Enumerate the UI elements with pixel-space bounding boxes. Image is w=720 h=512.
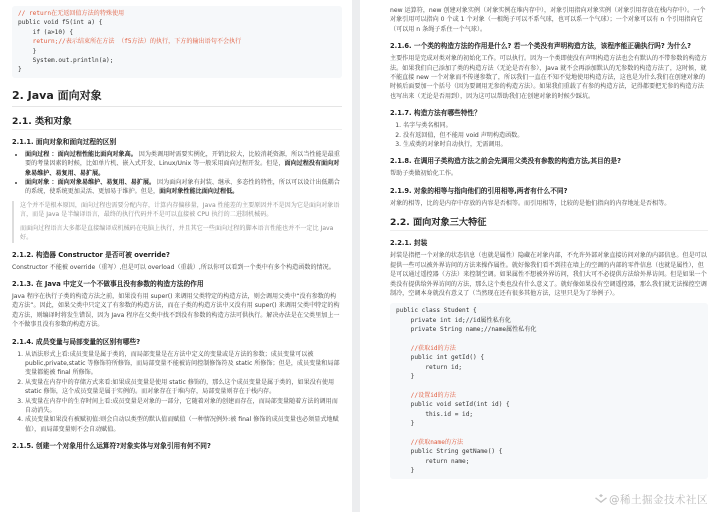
- heading-2-1-3: 2.1.3. 在 Java 中定义一个不做事且没有参数的构造方法的作用: [12, 279, 204, 288]
- heading-2-1-1: 2.1.1. 面向对象和面向过程的区别: [12, 137, 117, 146]
- quote-paragraph: 而面向过程语言大多都是直接编译成机械码在电脑上执行，并且其它一些面向过程的脚本语言性能也并不一定比 Java 好。: [20, 224, 334, 242]
- paragraph: 对象的相等，比的是内存中存放的内容是否相等。而引用相等，比较的是他们指向的内存地址是否相等。: [390, 199, 671, 207]
- code-line: return id;: [396, 363, 463, 371]
- list-item: 1. 名字与类名相同。: [403, 121, 708, 130]
- code-line: public String getName() {: [396, 448, 503, 456]
- code-line: public int getId() {: [396, 354, 485, 362]
- code-line: //获取id的方法: [396, 344, 456, 352]
- code-line: private String name;//name属性私有化: [396, 326, 537, 334]
- numbered-list-constructor-traits: [390, 121, 708, 149]
- heading-2-1-9: 2.1.9. 对象的相等与指向他们的引用相等,两者有什么不同?: [390, 186, 568, 195]
- code-line: // return在无返回值方法的特殊使用: [18, 10, 125, 17]
- code-line: return;//表示结束所在方法 （f5方法）的执行，下方的输出语句不会执行: [18, 38, 242, 46]
- code-line: public void setId(int id) {: [396, 401, 510, 409]
- code-line: private int id;//id属性私有化: [396, 316, 511, 324]
- code-line: //获取name的方法: [396, 439, 464, 446]
- code-line: //设置id的方法: [396, 391, 456, 399]
- code-block-return: [12, 6, 342, 78]
- code-line: if (a>10) {: [18, 28, 74, 36]
- code-line: }: [396, 467, 415, 475]
- page-gap: [352, 0, 360, 512]
- heading-2-1-8: 2.1.8. 在调用子类构造方法之前会先调用父类没有参数的构造方法,其目的是?: [390, 157, 621, 166]
- paragraph: new 运算符，new 创建对象实例（对象实例在堆内存中），对象引用指向对象实例（对象引用存放在栈内存中）。一个对象引用可以指向 0 个或 1 个对象（一根绳子可以不系气球，也可以系一个气球）；一个对象可以有 n 个引用指向它（可以用 n 条绳子系住一个气球）。: [390, 7, 706, 33]
- list-item: • 面向对象 ：面向对象易维护、易复用、易扩展。 因为面向对象有封装、继承、多态性的特性，所以可以设计出低耦合的系统，使系统更加灵活、更加易于维护。但是，面向对象性能比面向过程低。: [25, 178, 342, 197]
- blockquote: [12, 201, 342, 243]
- code-line: }: [18, 47, 37, 55]
- heading-2-2-1: 2.2.1. 封装: [390, 239, 428, 248]
- paragraph: 主要作用是完成对类对象的初始化工作。可以执行。因为一个类即使没有声明构造方法也会有默认的不带参数的构造方法。如果我们自己添加了类的构造方法（无论是否有参），Java 就不会再添加默认的无参数的构造方法了，这时候，就不能直接 new 一个对象而不传递参数了，所以我们一直在不知不觉地使用构造方法，这也是为什么我们在创建对象的时候后面要加一个括号（因为要调用无参的构造方法）。如果我们重载了有参的构造方法，记得都要把无参的构造方法也写出来（无论是否用到），因为这可以帮助我们在创建对象的时候少踩坑。: [390, 55, 707, 100]
- quote-paragraph: 这个并不是根本原因，面向过程也需要分配内存，计算内存偏移量，Java 性能差的主要原因并不是因为它是面向对象语言，而是 Java 是半编译语言，最终的执行代码并不是可以直接被 CPU 执行的二进制机械码。: [20, 201, 340, 219]
- list-item: 1. 从语法形式上看:成员变量是属于类的，而局部变量是在方法中定义的变量或是方法的参数；成员变量可以被 public,private,static 等修饰符所修饰，而局部变量不能被访问控制修饰符及 static 所修饰；但是，成员变量和局部变量都能被 final 所修饰。: [25, 350, 342, 378]
- heading-2-2: 2.2. 面向对象三大特征: [390, 214, 708, 231]
- code-line: public class Student {: [396, 307, 477, 315]
- left-page: [0, 0, 352, 512]
- code-line: return name;: [396, 457, 470, 465]
- list-item: 4. 成员变量如果没有被赋初值:则会自动以类型的默认值而赋值（一种情况例外:被 final 修饰的成员变量也必须显式地赋值），而局部变量则不会自动赋值。: [25, 415, 342, 434]
- list-item: 3. 生成类的对象时自动执行，无需调用。: [403, 140, 708, 149]
- list-item: 2. 没有返回值，但不能用 void 声明构造函数。: [403, 131, 708, 140]
- code-line: }: [396, 420, 415, 428]
- list-item: 2. 从变量在内存中的存储方式来看:如果成员变量是使用 static 修饰的，那么这个成员变量是属于类的，如果没有使用 static 修饰，这个成员变量是属于实例的。而对象存在于堆内存，局部变量则存在于栈内存。: [25, 378, 342, 397]
- heading-2-1-4: 2.1.4. 成员变量与局部变量的区别有哪些?: [12, 337, 141, 346]
- list-item: 3. 从变量在内存中的生存时间上看:成员变量是对象的一部分，它随着对象的创建而存在，而局部变量随着方法的调用而自动消失。: [25, 397, 342, 416]
- list-item: • 面向过程 ：面向过程性能比面向对象高。 因为类调用时需要实例化，开销比较大，比较消耗资源，所以当性能是最重要的考量因素的时候，比如单片机、嵌入式开发、Linux/Unix 等一般采用面向过程开发。但是，面向过程没有面向对象易维护、易复用、易扩展。: [25, 150, 342, 178]
- watermark: [595, 492, 708, 507]
- paragraph: Java 程序在执行子类的构造方法之前，如果没有用 super() 来调用父类特定的构造方法，则会调用父类中“没有参数的构造方法”。因此，如果父类中只定义了有参数的构造方法，而在子类的构造方法中又没有用 super() 来调用父类中特定的构造方法，则编译时将发生错误，因为 Java 程序在父类中找不到没有参数的构造方法可供执行。解决办法是在父类里加上一个不做事且没有参数的构造方法。: [12, 292, 340, 329]
- paragraph: 封装是指把一个对象的状态信息（也就是属性）隐藏在对象内部，不允许外部对象直接访问对象的内部信息。但是可以提供一些可以被外界访问的方法来操作属性。就好像我们看不到挂在墙上的空调的内部的零件信息（也就是属性），但是可以通过遥控器（方法）来控制空调。如果属性不想被外界访问，我们大可不必提供方法给外界访问。但是如果一个类没有提供给外界访问的方法，那么这个类也没有什么意义了。就好像如果没有空调遥控器，那么我们就无法操控空调制冷，空调本身就没有意义了（当然现在还有很多其他方法，这里只是为了举例子）。: [390, 252, 707, 297]
- code-block-student: [390, 303, 708, 478]
- watermark-text: @稀土掘金技术社区: [609, 494, 708, 506]
- code-line: public void f5(int a) {: [18, 19, 103, 27]
- heading-2-1-5: 2.1.5. 创建一个对象用什么运算符?对象实体与对象引用有何不同?: [12, 442, 211, 451]
- code-line: this.id = id;: [396, 410, 474, 418]
- paragraph: Constructor 不能被 override（重写）,但是可以 overload（重载）,所以你可以看到一个类中有多个构造函数的情况。: [12, 263, 335, 271]
- bullet-list-oop-vs-procedural: [12, 150, 342, 197]
- heading-2-1-6: 2.1.6. 一个类的构造方法的作用是什么? 若一个类没有声明构造方法，该程序能正确执行吗? 为什么?: [390, 42, 692, 51]
- right-page: [360, 0, 720, 512]
- paragraph: 帮助子类做初始化工作。: [390, 170, 458, 178]
- juejin-logo-icon: [595, 494, 607, 504]
- code-line: }: [396, 373, 415, 381]
- code-line: }: [18, 66, 22, 74]
- heading-java-oop: 2. Java 面向对象: [12, 87, 342, 107]
- numbered-list-variables: [12, 350, 342, 435]
- heading-2-1-2: 2.1.2. 构造器 Constructor 是否可被 override?: [12, 250, 170, 259]
- heading-class-object: 2.1. 类和对象: [12, 113, 342, 130]
- heading-2-1-7: 2.1.7. 构造方法有哪些特性？: [390, 109, 481, 118]
- code-line: System.out.println(a);: [18, 57, 114, 65]
